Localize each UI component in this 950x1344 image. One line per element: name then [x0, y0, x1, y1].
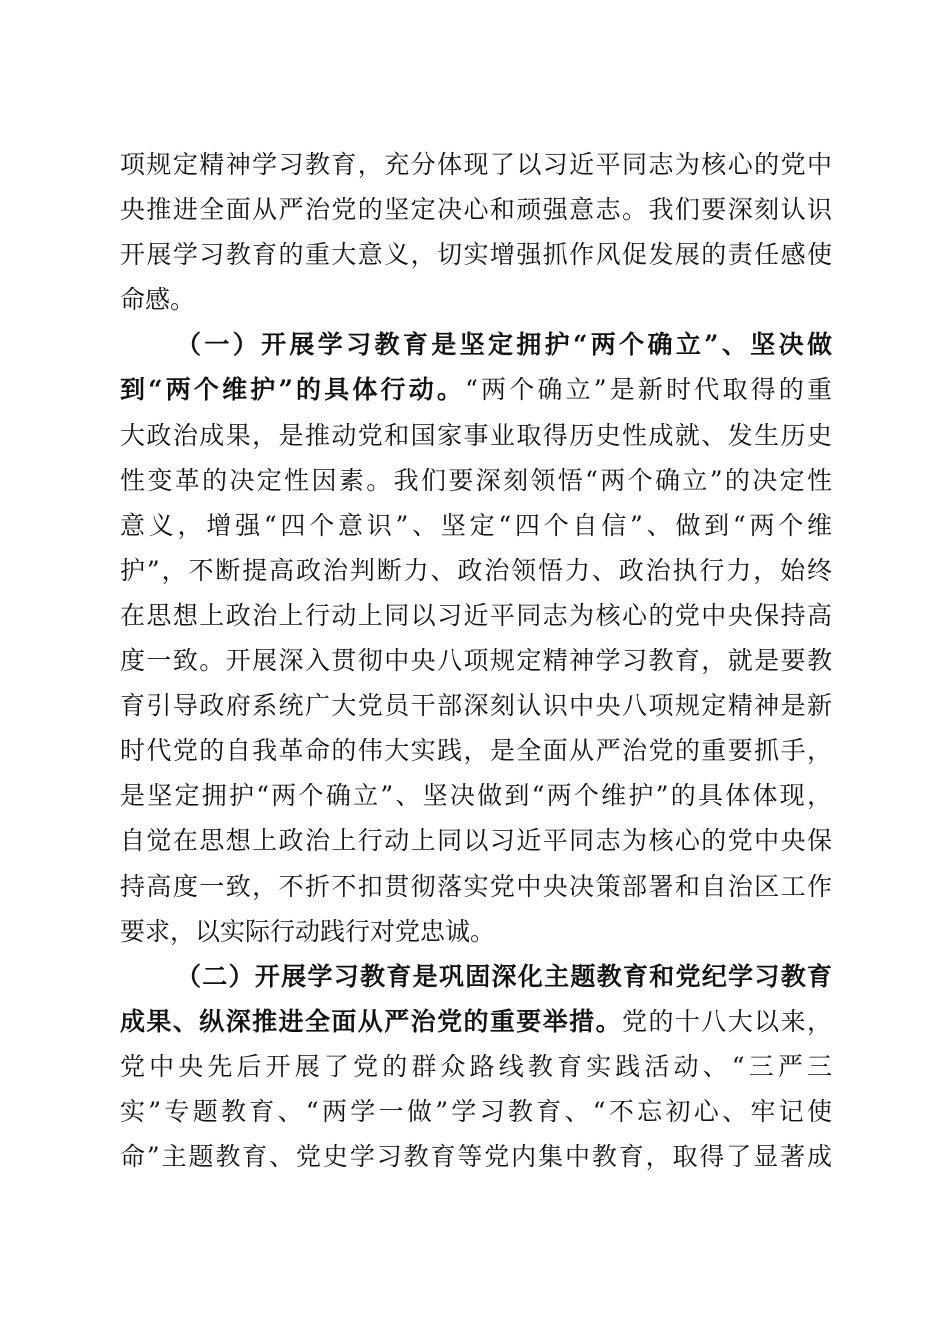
section-heading-2: （二）开展学习教育是巩固深化主题教育和党纪学习教育 [176, 961, 832, 991]
text-line: 命”主题教育、党史学习教育等党内集中教育，取得了显著成 [120, 1142, 832, 1172]
text-line: 在思想上政治上行动上同以习近平同志为核心的党中央保持高 [120, 600, 832, 630]
text-line [120, 367, 832, 412]
section-heading-1-cont: 到“两个维护”的具体行动。 [120, 375, 466, 405]
text-line: 央推进全面从严治党的坚定决心和顽强意志。我们要深刻认识 [120, 195, 832, 225]
text-line: 育引导政府系统广大党员干部深刻认识中央八项规定精神是新 [120, 691, 832, 721]
text-line: 自觉在思想上政治上行动上同以习近平同志为核心的党中央保 [120, 826, 832, 856]
section-heading-2-cont: 成果、纵深推进全面从严治党的重要举措。 [120, 1006, 623, 1036]
text-line: 持高度一致，不折不扣贯彻落实党中央决策部署和自治区工作 [120, 871, 832, 901]
text-line: 实”专题教育、“两学一做”学习教育、“不忘初心、牢记使 [120, 1096, 832, 1126]
text-run: “两个确立”是新时代取得的重 [465, 375, 832, 405]
text-line: 意义，增强“四个意识”、坚定“四个自信”、做到“两个维 [120, 510, 832, 540]
text-line: 是坚定拥护“两个确立”、坚决做到“两个维护”的具体体现， [120, 781, 832, 811]
text-line: 要求，以实际行动践行对党忠诚。 [120, 916, 496, 946]
text-line [120, 999, 832, 1044]
text-line: 项规定精神学习教育，充分体现了以习近平同志为核心的党中 [120, 150, 832, 179]
text-line: 大政治成果，是推动党和国家事业取得历史性成就、发生历史 [120, 420, 832, 450]
text-line: 护”，不断提高政治判断力、政治领悟力、政治执行力，始终 [120, 555, 832, 585]
text-line: 党中央先后开展了党的群众路线教育实践活动、“三严三 [120, 1051, 832, 1081]
section-heading-1: （一）开展学习教育是坚定拥护“两个确立”、坚决做 [176, 330, 832, 360]
body-text [120, 142, 832, 1179]
text-line: 度一致。开展深入贯彻中央八项规定精神学习教育，就是要教 [120, 646, 832, 676]
text-line: 开展学习教育的重大意义，切实增强抓作风促发展的责任感使 [120, 240, 832, 270]
text-line: 性变革的决定性因素。我们要深刻领悟“两个确立”的决定性 [120, 465, 832, 495]
text-line: 时代党的自我革命的伟大实践，是全面从严治党的重要抓手， [120, 736, 832, 766]
text-line: 命感。 [120, 285, 196, 315]
text-run: 党的十八大以来， [622, 1006, 832, 1036]
